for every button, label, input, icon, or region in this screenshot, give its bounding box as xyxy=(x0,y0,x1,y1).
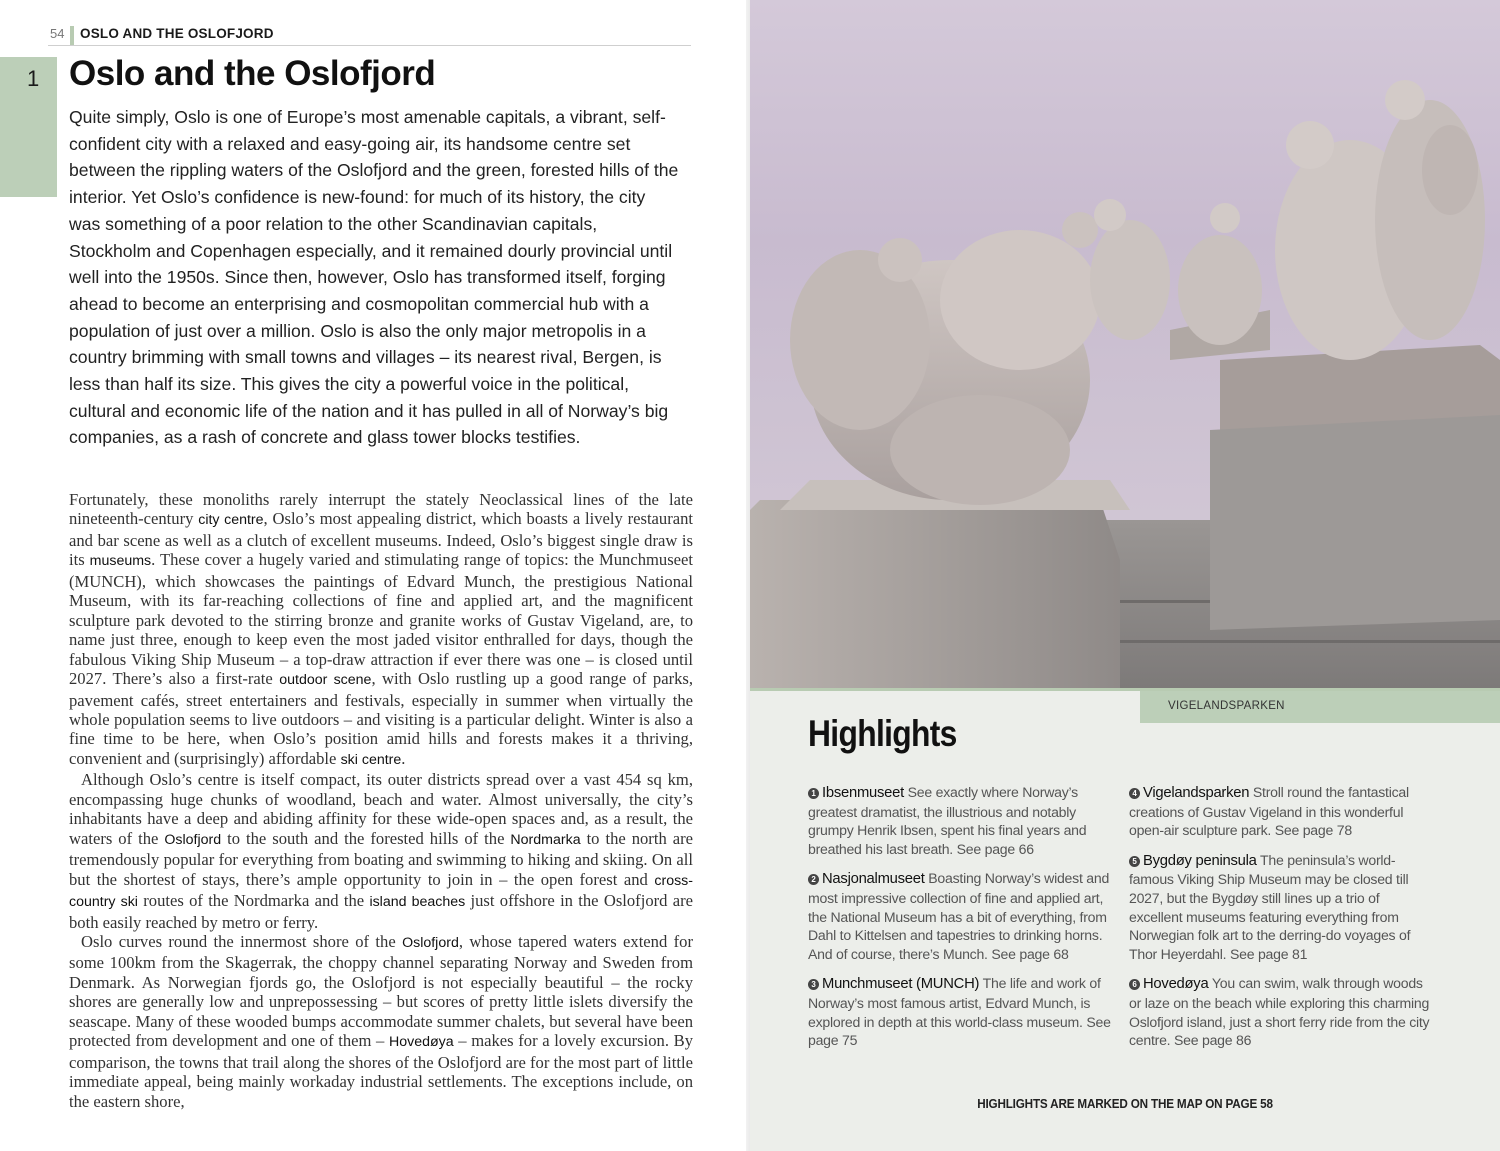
text-run: routes of the Nordmarka and the xyxy=(137,891,370,911)
text-run: . These cover a hugely varied and stimulating range of topics: the Munchmuseet (MUNCH), which showcases the paintings of Edvard Munch, the prestigious National Museum, with its far-reaching collections of fine and applied art, and the magnificent sculpture park devoted to the stirring bronze and granite works of Gustav Vigeland, are, to name just three, enough to keep even the most jaded visitor enthralled for days, though the fabulous Viking Ship Museum – a top-draw attraction if ever there was one – is closed until 2027. There’s also a first-rate xyxy=(69,550,693,689)
lead-paragraph xyxy=(69,104,679,451)
keyword-outdoor-scene: outdoor scene xyxy=(279,672,372,689)
highlight-item xyxy=(1129,974,1434,1049)
text-run: , whose tapered waters extend for some 100km from the Skagerrak, the choppy channel separating Norway and Sweden from Denmark. As Norwegian fjords go, the Oslofjord is not especially beautiful – the rocky shores are generally low and unprepossessing – but scores of pretty little islets diversify the seascape. Many of these wooded bumps accommodate summer chalets, but several have been protected from development and one of them – xyxy=(69,931,693,1051)
number-badge-icon: 3 xyxy=(808,979,819,990)
highlight-item xyxy=(1129,783,1434,840)
text-run: Although Oslo’s centre is itself compact, its outer districts spread over a vast 454 sq km, encompassing huge chunks of woodland, beach and water. Almost universally, the city’s inhabitants have a deep and abiding affinity for these wide-open spaces and, as a result, the waters of the xyxy=(69,770,693,848)
number-badge-icon: 6 xyxy=(1129,979,1140,990)
highlight-description: The life and work of Norway’s most famous artist, Edvard Munch, is explored in depth at this world-class museum. See page 75 xyxy=(808,975,1111,1049)
body-text xyxy=(69,490,693,1111)
highlight-name: Nasjonalmuseet xyxy=(822,871,925,888)
highlights-column-1 xyxy=(808,783,1113,1061)
keyword-city-centre: city centre xyxy=(198,512,264,529)
lead-text: Quite simply, Oslo is one of Europe’s most amenable capitals, a vibrant, self-confident city with a relaxed and easy-going air, its handsome centre set between the rippling waters of the Oslofjord and the green, forested hills of the interior. Yet Oslo’s confidence is new-found: for much of its history, the city was something of a poor relation to the other Scandinavian capitals, Stockholm and Copenhagen especially, and it remained dourly provincial until well into the 1950s. Since then, however, Oslo has transformed itself, forging ahead to become an enterprising and cosmopolitan commercial hub with a population of just over a million. Oslo is also the only major metropolis in a country brimming with small towns and villages – its nearest rival, Bergen, is less than half its size. This gives the city a powerful voice in the political, cultural and economic life of the nation and it has pulled in all of Norway’s big companies, as a rash of concrete and glass tower blocks testifies. xyxy=(69,107,679,448)
highlight-name: Bygdøy peninsula xyxy=(1143,852,1257,869)
text-run: , with Oslo rustling up a good range of parks, pavement cafés, street entertainers and festivals, especially in summer when virtually the whole population seems to live outdoors – and visiting is a particular delight. Winter is also a fine time to be here, when Oslo’s position amid hills and forests makes it a thriving, convenient and (surprisingly) affordable xyxy=(69,669,694,768)
highlight-name: Hovedøya xyxy=(1143,976,1209,993)
right-page xyxy=(750,0,1500,1151)
highlight-name: Munchmuseet (MUNCH) xyxy=(822,976,980,993)
highlight-description: You can swim, walk through woods or laze on the beach while exploring this charming Oslofjord island, just a short ferry ride from the city centre. See page 86 xyxy=(1129,975,1430,1049)
text-run: . xyxy=(401,748,406,768)
body-paragraph-1 xyxy=(69,490,693,770)
highlights-column-2 xyxy=(1129,783,1434,1061)
number-badge-icon: 1 xyxy=(808,788,819,799)
highlight-name: Ibsenmuseet xyxy=(822,785,904,801)
highlight-description: See exactly where Norway’s greatest dramatist, the illustrious and notably grumpy Henrik Ibsen, spent his final years and breathed his last breath. See page 66 xyxy=(808,784,1087,857)
text-run: to the south and the forested hills of the xyxy=(221,828,511,848)
text-run: , Oslo’s most appealing district, which boasts a lively restaurant and bar scene as well as a clutch of excellent museums. Indeed, Oslo’s biggest single draw is its xyxy=(69,509,694,570)
text-run: – makes for a lovely excursion. By comparison, the towns that trail along the shores of the Oslofjord are for the most part of little immediate appeal, being mainly workaday industrial settlements. The exceptions include, on the eastern shore, xyxy=(69,1031,693,1111)
highlights-title: Highlights xyxy=(808,713,957,754)
photo-caption-tab xyxy=(1140,691,1500,723)
number-badge-icon: 4 xyxy=(1129,788,1140,799)
running-head xyxy=(48,24,691,46)
sculpture-illustration xyxy=(750,0,1500,688)
highlight-item xyxy=(808,974,1113,1049)
highlight-description: Boasting Norway’s widest and most impressive collection of fine and applied art, the National Museum has a bit of everything, from Dahl to Kittelsen and tapestries to drinking horns. And of course, there’s Munch. See page 68 xyxy=(808,870,1110,962)
highlight-item xyxy=(1129,851,1434,964)
vigelandsparken-photo xyxy=(750,0,1500,688)
running-head-title: OSLO AND THE OSLOFJORD xyxy=(80,26,274,41)
keyword-cross-country-ski: cross-country ski xyxy=(69,872,693,911)
number-badge-icon: 2 xyxy=(808,874,819,885)
highlight-item xyxy=(808,869,1113,963)
highlight-item xyxy=(808,783,1113,858)
highlight-description: Stroll round the fantastical creations of Gustav Vigeland in this wonderful open-air sculpture park. See page 78 xyxy=(1129,784,1409,839)
keyword-oslofjord: Oslofjord xyxy=(164,831,222,848)
text-run: to the north are tremendously popular for everything from boating and swimming to hiking and skiing. On all but the shortest of stays, there’s ample opportunity to join in – the open forest and xyxy=(69,828,693,889)
highlight-name: Vigelandsparken xyxy=(1143,785,1250,801)
body-paragraph-3 xyxy=(69,932,693,1111)
text-run: just offshore in the Oslofjord are both easily reached by metro or ferry. xyxy=(69,891,693,932)
running-head-bar xyxy=(70,26,74,45)
keyword-island-beaches: island beaches xyxy=(369,894,466,911)
keyword-museums: museums xyxy=(89,553,152,570)
keyword-nordmarka: Nordmarka xyxy=(510,831,581,848)
keyword-hovedoya: Hovedøya xyxy=(388,1034,454,1051)
keyword-oslofjord: Oslofjord xyxy=(402,934,459,951)
chapter-number: 1 xyxy=(27,66,40,91)
highlights-map-note: HIGHLIGHTS ARE MARKED ON THE MAP ON PAGE 58 xyxy=(977,1096,1273,1111)
keyword-ski-centre: ski centre xyxy=(340,751,402,768)
page-number: 54 xyxy=(50,26,65,41)
number-badge-icon: 5 xyxy=(1129,856,1140,867)
text-run: Oslo curves round the innermost shore of the xyxy=(81,931,403,951)
chapter-title: Oslo and the Oslofjord xyxy=(69,54,436,93)
highlight-description: The peninsula’s world-famous Viking Ship Museum may be closed till 2027, but the Bygdøy still lines up a trio of excellent museums featuring everything from Norwegian folk art to the derring-do voyages of Thor Heyerdahl. See page 81 xyxy=(1129,851,1411,962)
photo-caption: VIGELANDSPARKEN xyxy=(1168,700,1285,712)
body-paragraph-2 xyxy=(69,770,693,932)
text-run: Fortunately, these monoliths rarely interrupt the stately Neoclassical lines of the late nineteenth-century xyxy=(69,490,693,529)
